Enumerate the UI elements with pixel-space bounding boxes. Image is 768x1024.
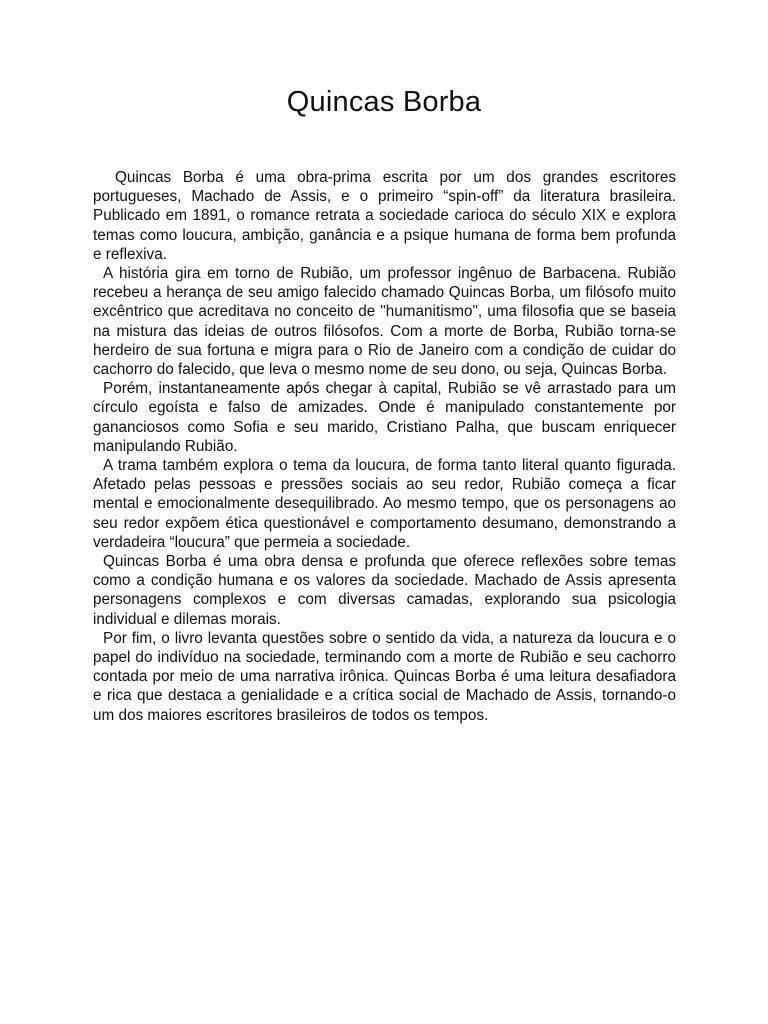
paragraph-manipulation: Porém, instantaneamente após chegar à capital, Rubião se vê arrastado para um círculo egoísta e falso de amizades. Onde é manipulado constantemente por gananciosos como Sofia e seu marido, Cristiano Palha, que buscam enriquecer manipulando Rubião. <box>93 380 676 455</box>
document-title: Quincas Borba <box>286 86 482 118</box>
paragraph-madness: A trama também explora o tema da loucura, de forma tanto literal quanto figurada. Afetado pelas pessoas e pressões sociais ao seu redor, Rubião começa a ficar mental e emocionalmente desequilibrado. Ao mesmo tempo, que os personagens ao seu redor expõem ética questionável e comportamento desumano, demonstrando a verdadeira “loucura” que permeia a sociedade. <box>93 457 676 551</box>
paragraph-plot: A história gira em torno de Rubião, um professor ingênuo de Barbacena. Rubião recebeu a herança de seu amigo falecido chamado Quincas Borba, um filósofo muito excêntrico que acreditava no conceito de "humanitismo", uma filosofia que se baseia na mistura das ideias de outros filósofos. Com a morte de Borba, Rubião torna-se herdeiro de sua fortuna e migra para o Rio de Janeiro com a condição de cuidar do cachorro do falecido, que leva o mesmo nome de seu dono, ou seja, Quincas Borba. <box>93 265 676 379</box>
paragraph-conclusion: Por fim, o livro levanta questões sobre o sentido da vida, a natureza da loucura e o papel do indivíduo na sociedade, terminando com a morte de Rubião e seu cachorro contada por meio de uma narrativa irônica. Quincas Borba é uma leitura desafiadora e rica que destaca a genialidade e a crítica social de Machado de Assis, tornando-o um dos maiores escritores brasileiros de todos os tempos. <box>93 629 676 724</box>
paragraph-reflections: Quincas Borba é uma obra densa e profunda que oferece reflexões sobre temas como a condição humana e os valores da sociedade. Machado de Assis apresenta personagens complexos e com diversas camadas, explorando sua psicologia individual e dilemas morais. <box>93 553 676 628</box>
document-body <box>93 168 676 725</box>
paragraph-intro: Quincas Borba é uma obra-prima escrita por um dos grandes escritores portugueses, Machado de Assis, e o primeiro “spin-off” da literatura brasileira. Publicado em 1891, o romance retrata a sociedade carioca do século XIX e explora temas como loucura, ambição, ganância e a psique humana de forma bem profunda e reflexiva. <box>93 169 676 263</box>
